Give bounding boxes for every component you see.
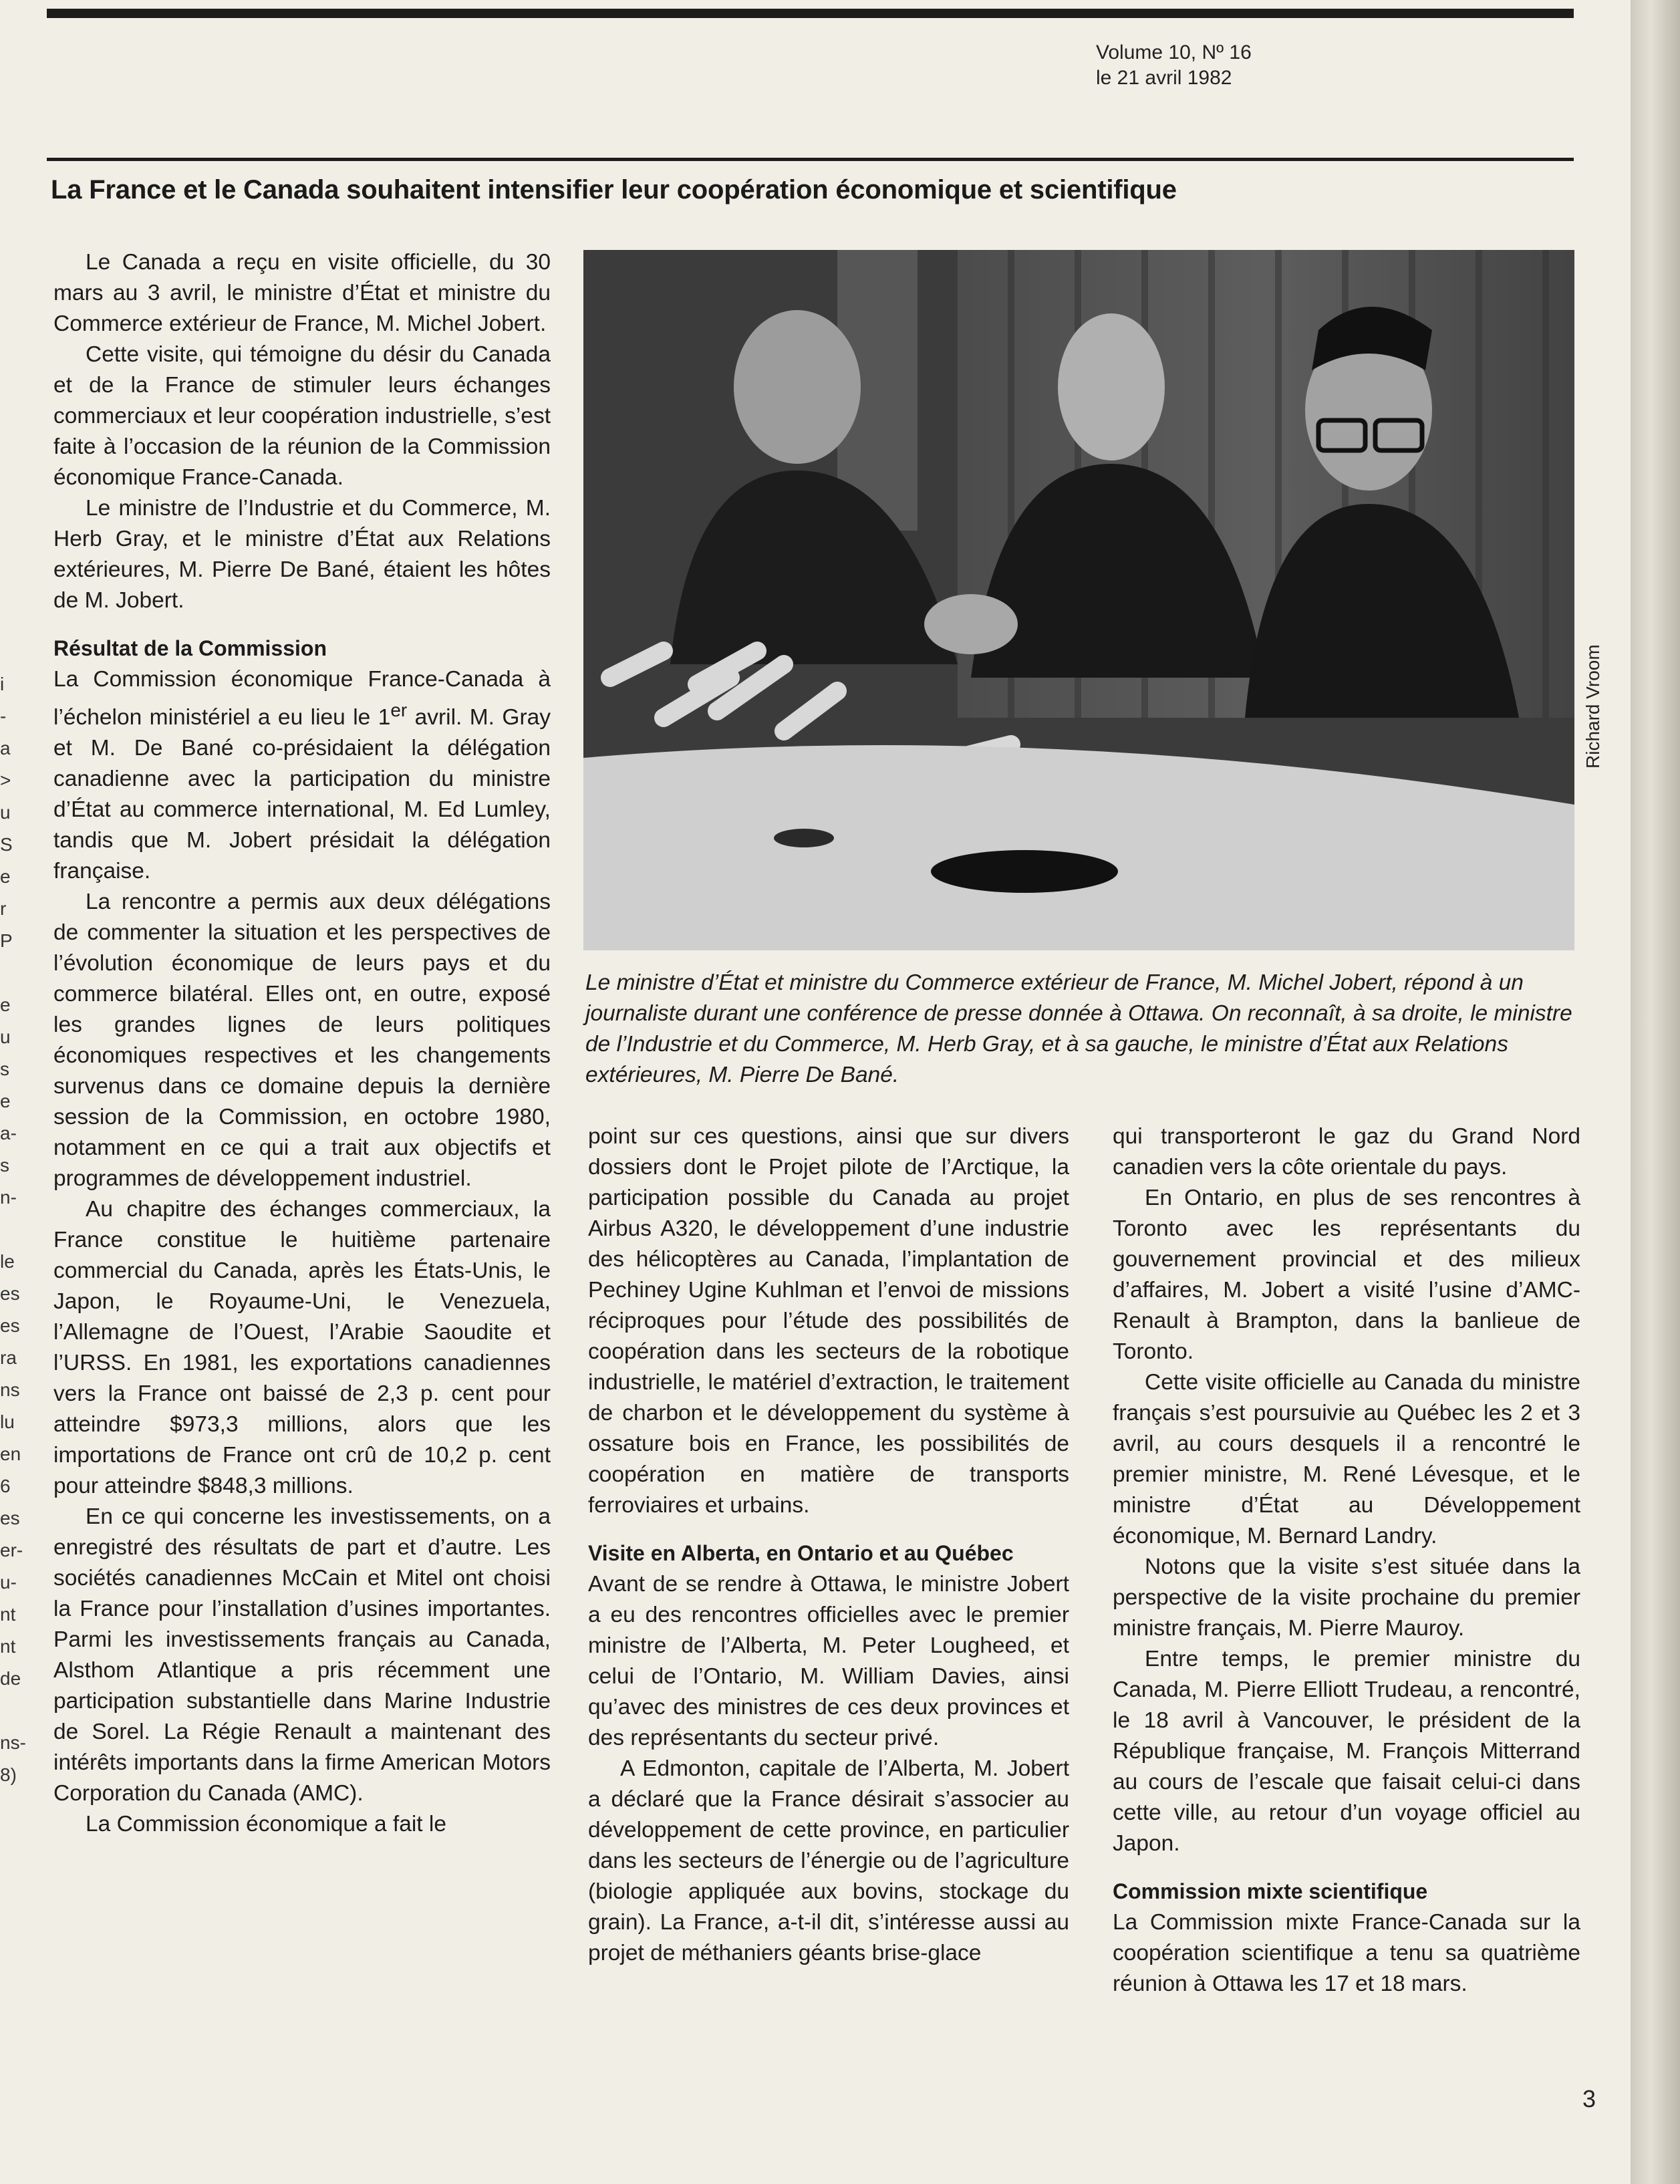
- paragraph: Cette visite officielle au Canada du ministre français s’est poursuivie au Québec les 2 et 3 avril, au cours desquels il a rencontré le premier ministre, M. René Lévesque, et le ministre d’État au Développement économique, M. Bernard Landry.: [1113, 1370, 1580, 1548]
- paragraph: Avant de se rendre à Ottawa, le ministre Jobert a eu des rencontres officielles avec le premier ministre de l’Alberta, M. Peter Lougheed, et celui de l’Ontario, M. William Davies, ainsi qu’avec des ministres de ces deux provinces et des représentants du secteur privé.: [588, 1572, 1069, 1750]
- paragraph: En Ontario, en plus de ses rencontres à Toronto avec les représentants du gouvernement provincial et des milieux d’affaires, M. Jobert a visité l’usine d’AMC-Renault à Brampton, dans la banlieue de Toronto.: [1113, 1186, 1580, 1364]
- paragraph: Au chapitre des échanges commerciaux, la France constitue le huitième partenaire commercial du Canada, après les États-Unis, le Japon, le Royaume-Uni, le Venezuela, l’Allemagne de l’Ouest, l’Arabie Saoudite et l’URSS. En 1981, les exportations canadiennes vers la France ont baissé de 2,3 p. cent pour atteindre $973,3 millions, alors que les importations de France ont crû de 10,2 p. cent pour atteindre $848,3 millions.: [53, 1197, 551, 1499]
- section-heading: Visite en Alberta, en Ontario et au Québec: [588, 1541, 1014, 1565]
- margin-fragment: nt: [0, 1636, 16, 1657]
- margin-fragment: lu: [0, 1411, 15, 1432]
- margin-fragment: e: [0, 866, 11, 887]
- paragraph: Cette visite, qui témoigne du désir du Canada et de la France de stimuler leurs échanges commerciaux et leur coopération industrielle, s’est faite à l’occasion de la réunion de la Commission économique France-Canada.: [53, 342, 551, 490]
- section-heading: Résultat de la Commission: [53, 636, 327, 660]
- paragraph: Notons que la visite s’est située dans la perspective de la visite prochaine du premier ministre français, M. Pierre Mauroy.: [1113, 1554, 1580, 1641]
- margin-fragment: [0, 957, 23, 989]
- margin-fragment: S: [0, 834, 13, 855]
- column-1: [53, 247, 551, 1840]
- margin-fragment: r: [0, 898, 7, 919]
- column-2: [588, 1121, 1069, 1969]
- paragraph: La Commission mixte France-Canada sur la coopération scientifique a tenu sa quatrième réunion à Ottawa les 17 et 18 mars.: [1113, 1910, 1580, 1996]
- photo-caption: Le ministre d’État et ministre du Commerce extérieur de France, M. Michel Jobert, répond à un journaliste durant une conférence de presse donnée à Ottawa. On reconnaît, à sa droite, le ministre de l’Industrie et du Commerce, M. Herb Gray, et à sa gauche, le ministre d’État aux Relations extérieures, M. Pierre De Bané.: [585, 970, 1572, 1087]
- column-3: [1113, 1121, 1580, 2000]
- left-margin-fragments: [0, 668, 26, 2139]
- margin-fragment: es: [0, 1283, 20, 1304]
- top-rule: [47, 9, 1574, 18]
- margin-fragment: ns: [0, 1379, 20, 1400]
- margin-fragment: 6: [0, 1476, 11, 1496]
- margin-fragment: s: [0, 1059, 9, 1079]
- margin-fragment: es: [0, 1508, 20, 1528]
- margin-fragment: s: [0, 1155, 9, 1176]
- margin-fragment: u: [0, 802, 11, 823]
- margin-fragment: e: [0, 994, 11, 1015]
- margin-fragment: le: [0, 1251, 15, 1272]
- paragraph: La rencontre a permis aux deux délégations de commenter la situation et les perspectives de l’évolution économique de leurs pays et du commerce bilatéral. Elles ont, en outre, exposé les grandes lignes de leurs politiques économiques respectives et les changements survenus dans ce domaine depuis la dernière session de la Commission, en octobre 1980, notamment en ce qui a trait aux objectifs et programmes de développement industriel.: [53, 890, 551, 1192]
- paragraph: qui transporteront le gaz du Grand Nord canadien vers la côte orientale du pays.: [1113, 1124, 1580, 1180]
- paragraph: La Commission économique a fait le: [86, 1812, 446, 1837]
- paragraph: point sur ces questions, ainsi que sur divers dossiers dont le Projet pilote de l’Arctique, la participation possible du Canada au projet Airbus A320, le développement d’une industrie des hélicoptères au Canada, l’implantation de Pechiney Ugine Kuhlman et l’envoi de missions réciproques pour l’étude des possibilités de coopération dans les secteurs de la robotique industrielle, le matériel d’extraction, le traitement de charbon et le développement du système à ossature bois en France, les possibilités de coopération en matière de transports ferroviaires et urbains.: [588, 1124, 1069, 1518]
- margin-fragment: en: [0, 1444, 21, 1464]
- photo-illustration: [583, 250, 1574, 950]
- margin-fragment: u: [0, 1027, 11, 1047]
- press-conference-photo: [583, 250, 1574, 950]
- margin-fragment: ns-: [0, 1732, 26, 1753]
- photo-credit: Richard Vroom: [1582, 644, 1603, 769]
- margin-fragment: >: [0, 770, 11, 791]
- margin-fragment: de: [0, 1668, 21, 1689]
- headline-rule: [47, 158, 1574, 161]
- issue-info: [1096, 40, 1252, 91]
- margin-fragment: u-: [0, 1572, 17, 1593]
- section-heading: Commission mixte scientifique: [1113, 1879, 1428, 1903]
- paragraph: A Edmonton, capitale de l’Alberta, M. Jobert a déclaré que la France désirait s’associer au développement de cette province, en particulier dans les secteurs de l’énergie ou de l’agriculture (biologie appliquée aux bovins, stockage du grain). La France, a-t-il dit, s’intéresse aussi au projet de méthaniers géants brise-glace: [588, 1756, 1069, 1965]
- article-headline: La France et le Canada souhaitent intensifier leur coopération économique et scientifique: [51, 175, 1177, 204]
- margin-fragment: -: [0, 706, 7, 726]
- margin-fragment: i: [0, 674, 5, 694]
- margin-fragment: 8): [0, 1764, 17, 1785]
- paragraph: Le ministre de l’Industrie et du Commerce, M. Herb Gray, et le ministre d’État aux Relations extérieures, M. Pierre De Bané, étaient les hôtes de M. Jobert.: [53, 496, 551, 613]
- margin-fragment: n-: [0, 1187, 17, 1208]
- margin-fragment: nt: [0, 1604, 16, 1625]
- page-number: 3: [1582, 2085, 1596, 2112]
- margin-fragment: e: [0, 1091, 11, 1111]
- paragraph: En ce qui concerne les investissements, on a enregistré des résultats de part et d’autre. Les sociétés canadiennes McCain et Mitel ont choisi la France pour l’installation d’usines importantes. Parmi les investissements français au Canada, Alsthom Atlantique a pris récemment une participation substantielle dans Marine Industrie de Sorel. La Régie Renault a maintenant des intérêts importants dans la firme American Motors Corporation du Canada (AMC).: [53, 1504, 551, 1806]
- margin-fragment: er-: [0, 1540, 23, 1560]
- issue-date: le 21 avril 1982: [1096, 67, 1232, 89]
- margin-fragment: [0, 1695, 23, 1727]
- margin-fragment: es: [0, 1315, 20, 1336]
- margin-fragment: a-: [0, 1123, 17, 1143]
- margin-fragment: ra: [0, 1347, 17, 1368]
- margin-fragment: [0, 1214, 23, 1246]
- paragraph: Le Canada a reçu en visite officielle, du 30 mars au 3 avril, le ministre d’État et ministre du Commerce extérieur de France, M. Michel Jobert.: [53, 250, 551, 336]
- volume-number: Volume 10, Nº 16: [1096, 41, 1252, 63]
- margin-fragment: P: [0, 930, 13, 951]
- margin-fragment: a: [0, 738, 11, 759]
- paragraph: La Commission économique France-Canada à l’échelon ministériel a eu lieu le 1er avril. M. Gray et M. De Bané co-présidaient la délégation canadienne avec la participation du ministre d’État au commerce international, M. Ed Lumley, tandis que M. Jobert présidait la délégation française.: [53, 667, 551, 884]
- adjacent-page-edge: [1631, 0, 1680, 2184]
- paragraph: Entre temps, le premier ministre du Canada, M. Pierre Elliott Trudeau, a rencontré, le 18 avril à Vancouver, le président de la République française, M. François Mitterrand au cours de l’escale que faisait celui-ci dans cette ville, au retour d’un voyage officiel au Japon.: [1113, 1647, 1580, 1856]
